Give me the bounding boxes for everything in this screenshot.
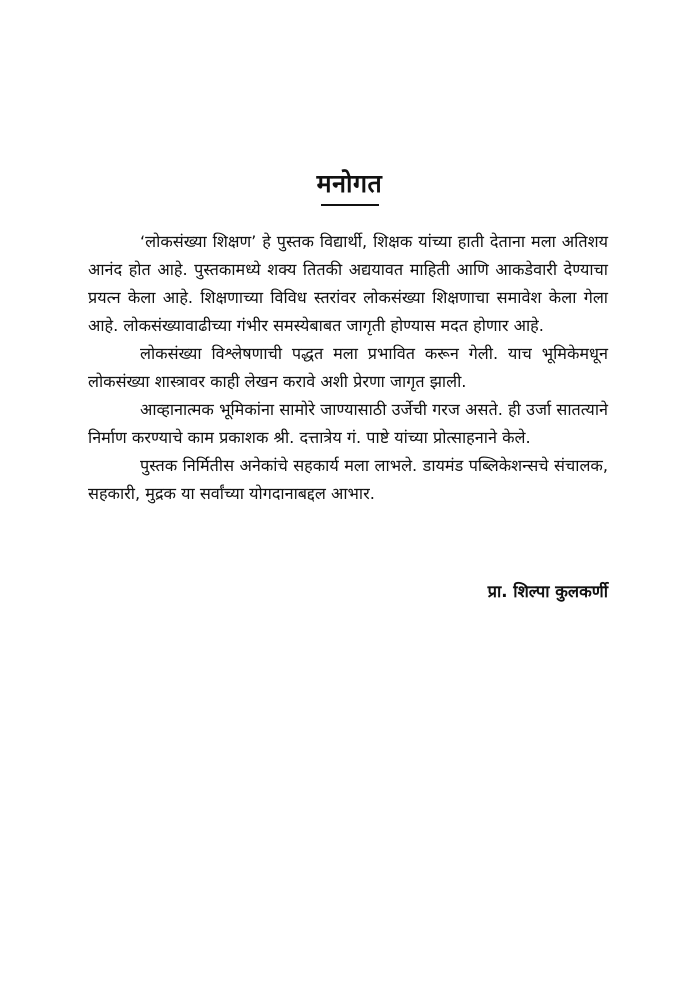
paragraph-3: आव्हानात्मक भूमिकांना सामोरे जाण्यासाठी उर्जेची गरज असते. ही उर्जा सातत्याने निर्माण करण्याचे काम प्रकाशक श्री. दत्तात्रेय गं. पाष्टे यांच्या प्रोत्साहनाने केले. [88,400,608,447]
preface-body [88,228,608,508]
author-signature: प्रा. शिल्पा कुलकर्णी [487,582,608,601]
title-block [0,168,699,206]
title-underline [321,204,379,206]
page-title: मनोगत [316,169,383,198]
paragraph-1: ‘लोकसंख्या शिक्षण’ हे पुस्तक विद्यार्थी, शिक्षक यांच्या हाती देताना मला अतिशय आनंद होत आहे. पुस्तकामध्ये शक्य तितकी अद्ययावत माहिती आणि आकडेवारी देण्याचा प्रयत्न केला आहे. शिक्षणाच्या विविध स्तरांवर लोकसंख्या शिक्षणाचा समावेश केला गेला आहे. लोकसंख्यावाढीच्या गंभीर समस्येबाबत जागृती होण्यास मदत होणार आहे. [88,232,608,335]
paragraph-2: लोकसंख्या विश्लेषणाची पद्धत मला प्रभावित करून गेली. याच भूमिकेमधून लोकसंख्या शास्त्रावर काही लेखन करावे अशी प्रेरणा जागृत झाली. [88,344,608,391]
paragraph-4: पुस्तक निर्मितीस अनेकांचे सहकार्य मला लाभले. डायमंड पब्लिकेशन्सचे संचालक, सहकारी, मुद्रक या सर्वांच्या योगदानाबद्दल आभार. [88,456,608,503]
